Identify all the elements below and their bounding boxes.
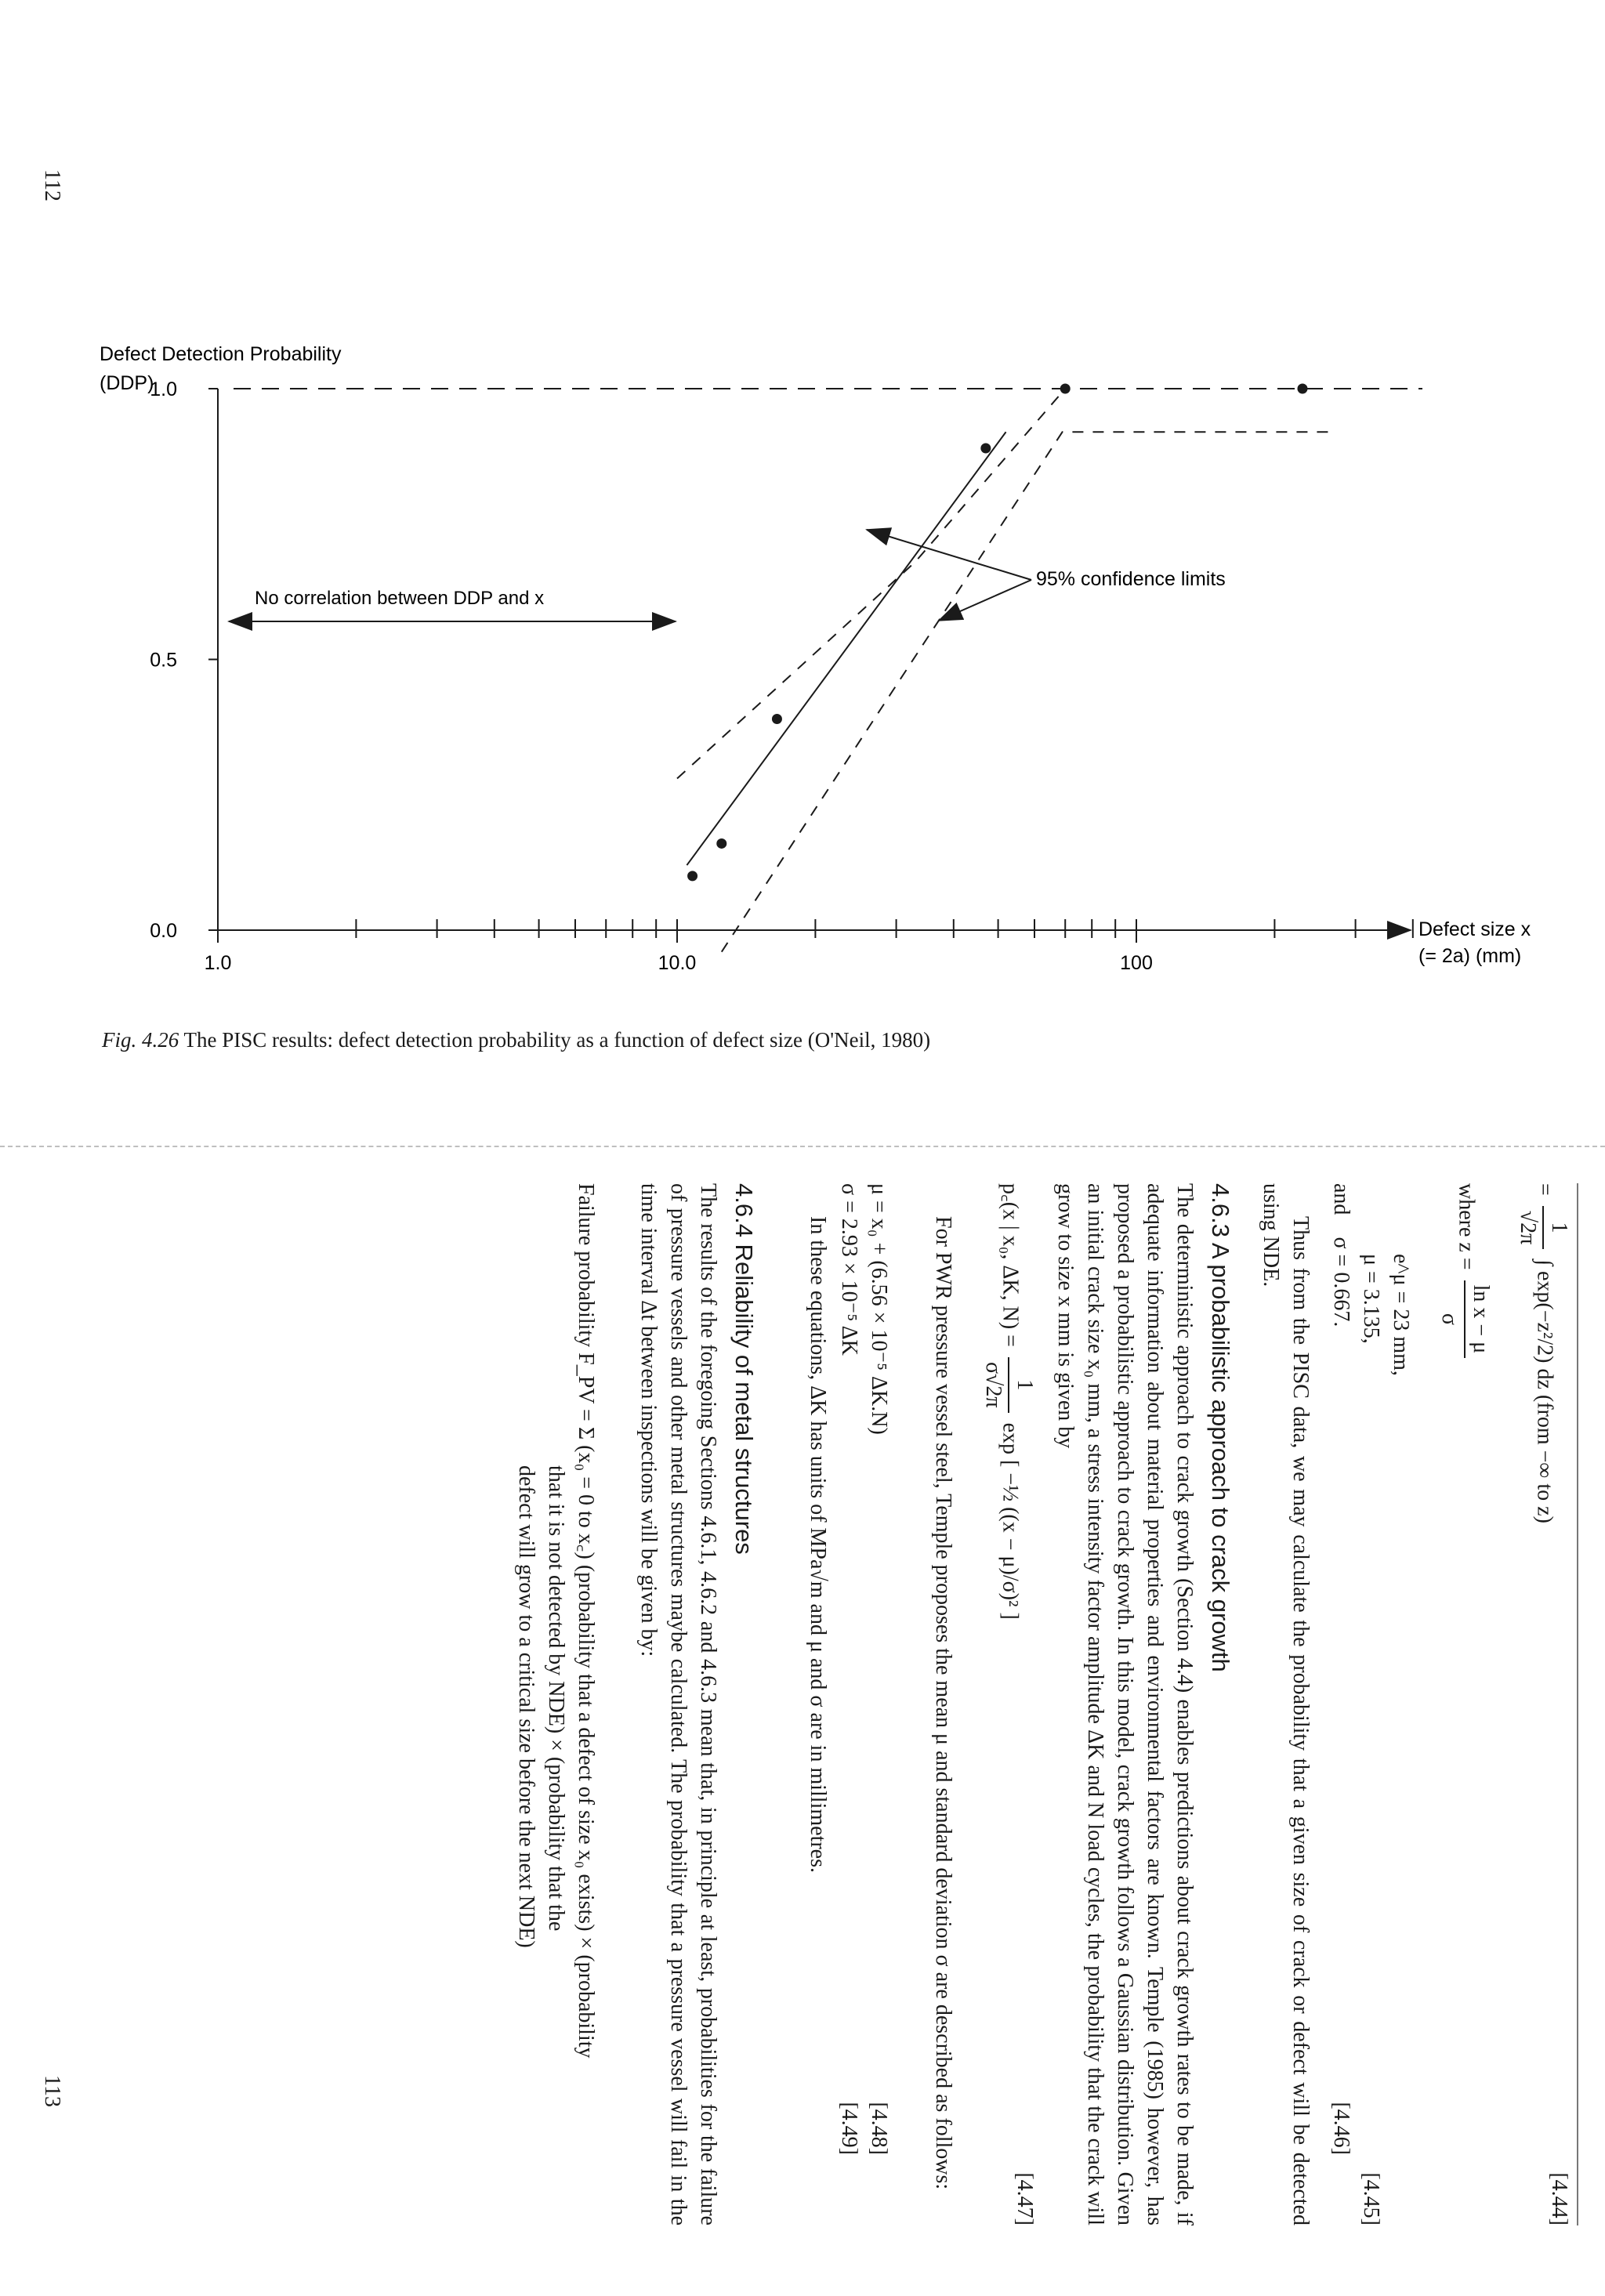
param-sigma: and σ = 0.667. [4.46] <box>1329 1183 1353 2155</box>
pwr-paragraph: For PWR pressure vessel steel, Temple proposes the mean μ and standard deviation σ are described as follows: <box>931 1216 955 2190</box>
param-e-mu: e^μ = 23 mm, <box>1389 1254 1413 1376</box>
units-paragraph: In these equations, ΔK has units of MPa√m and μ and σ are in millimetres. <box>806 1216 830 1873</box>
page-divider <box>0 1146 1605 1147</box>
confidence-limits-label: 95% confidence limits <box>1036 568 1226 590</box>
caption-label: Fig. 4.26 <box>102 1028 179 1052</box>
failure-probability-eq: Failure probability F_PV = Σ (x₀ = 0 to x꜀) (probability that a defect of size x₀ exists) × (probability <box>574 1183 598 2059</box>
binding-edge-rule <box>1577 1183 1578 2225</box>
chart-axes <box>150 378 1413 974</box>
data-point <box>716 838 726 849</box>
rotated-page-113 <box>187 1183 1589 2225</box>
equation-4-49: σ = 2.93 × 10⁻⁵ ΔK [4.49] <box>837 1183 861 2155</box>
x-tick-label: 100 <box>1120 952 1153 974</box>
y-tick-label: 1.0 <box>150 378 177 400</box>
confidence-arrow-upper <box>867 530 1031 580</box>
eq444-fraction: 1 √2π <box>1513 1206 1574 1250</box>
y-axis-label-line2: (DDP) <box>100 372 154 394</box>
x-axis-label-line2: (= 2a) (mm) <box>1418 945 1522 967</box>
regression-line <box>687 432 1005 865</box>
section-4-6-4-heading: 4.6.4 Reliability of metal structures <box>730 1183 758 1555</box>
data-point <box>772 714 782 724</box>
page-number-top: 112 <box>40 169 64 201</box>
x-axis-label-line1: Defect size x <box>1418 918 1531 940</box>
ddp-chart <box>0 0 1605 1019</box>
y-axis-label-line1: Defect Detection Probability <box>100 343 342 365</box>
data-point <box>980 444 991 454</box>
caption-text: The PISC results: defect detection probability as a function of defect size (O'Neil, 1980) <box>183 1028 931 1052</box>
y-tick-label: 0.5 <box>150 649 177 672</box>
section-4-6-3-paragraph: The deterministic approach to crack growth (Section 4.4) enables predictions about crack growth rates to be made, if adequate information about material properties and environmental factors are known. Temple (1985) however, has proposed a probabilistic approach to crack growth. In this model, crack growth follows a Gaussian distribution. Given an initial crack size x₀ mm, a stress intensity factor amplitude ΔK and N load cycles, the probability that the crack will grow to size x mm is given by <box>1053 1183 1197 2225</box>
param-mu: μ = 3.135, [4.45] <box>1359 1254 1383 2225</box>
failure-eq-line2: that it is not detected by NDE) × (probability that the <box>544 1465 568 1932</box>
equation-4-47: p꜀(x | x₀, ΔK, N) = 1 σ√2π exp [ −½ ((x − μ)/σ)² ] [4.47] <box>978 1183 1039 2225</box>
where-z-definition: where z = ln x − μ σ <box>1434 1183 1495 2225</box>
upper-confidence-limit <box>677 389 1065 779</box>
no-correlation-label: No correlation between DDP and x <box>255 588 545 609</box>
equation-4-48: μ = x₀ + (6.56 × 10⁻⁵ ΔK.N) [4.48] <box>867 1183 891 2155</box>
chart-marks <box>229 384 1422 952</box>
eq444-number: [4.44] <box>1547 2172 1571 2225</box>
data-point <box>1060 384 1071 394</box>
data-point <box>1297 384 1307 394</box>
x-tick-label: 10.0 <box>658 952 697 974</box>
failure-eq-line3: defect will grow to a critical size before the next NDE) <box>514 1465 538 1948</box>
section-4-6-4-paragraph: The results of the foregoing Sections 4.6.1, 4.6.2 and 4.6.3 mean that, in principle at least, probabilities for the failure of pressure vessels and other metal structures maybe calculated. The probability that a pressure vessel will fail in the time interval Δt between inspections will be given by: <box>636 1183 720 2225</box>
pisc-paragraph: Thus from the PISC data, we may calculate the probability that a given size of crack or defect will be detected using NDE. <box>1259 1183 1313 2225</box>
equation-4-44: = 1 √2π ∫ exp(−z²/2) dz (from −∞ to z) [4.44] <box>1513 1183 1574 2225</box>
page-number-bottom: 113 <box>40 2075 64 2107</box>
y-tick-label: 0.0 <box>150 920 177 942</box>
x-tick-label: 1.0 <box>204 952 232 974</box>
section-4-6-3-heading: 4.6.3 A probabilistic approach to crack growth <box>1207 1183 1234 1672</box>
confidence-arrow-lower <box>939 580 1031 621</box>
data-point <box>687 871 697 881</box>
figure-caption <box>102 1028 930 1052</box>
